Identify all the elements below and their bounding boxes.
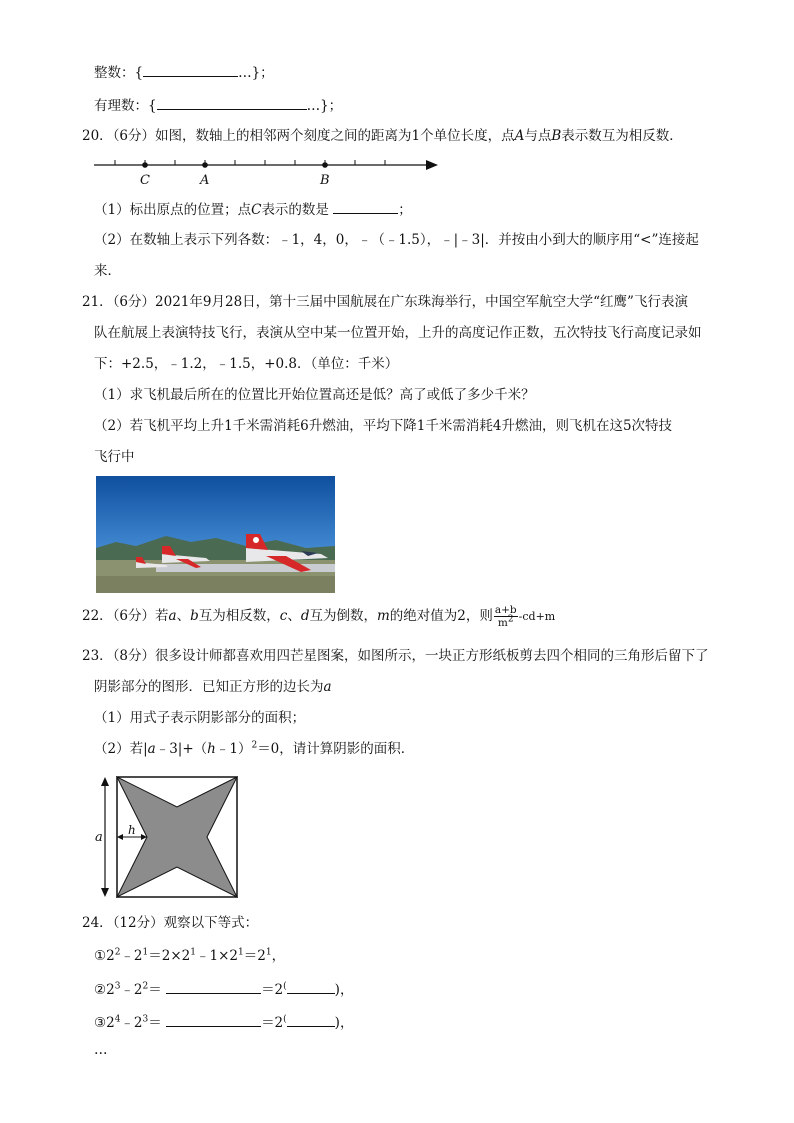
q23-sub1: （1）用式子表示阴影部分的面积； <box>94 710 306 726</box>
eq3-middle-blank[interactable] <box>166 1012 261 1027</box>
eq2-middle-blank[interactable] <box>166 979 261 994</box>
h-label: h <box>128 823 136 837</box>
q22-fraction: $\frac{a+b}{m^2}$ <box>494 604 517 629</box>
number-line-figure <box>92 152 442 188</box>
q24-stem: 24．（12分）观察以下等式： <box>82 915 259 931</box>
q21-sub1: （1）求飞机最后所在的位置比开始位置高还是低？高了或低了多少千米？ <box>94 387 535 403</box>
q21-sub2: （2）若飞机平均上升1千米需消耗6升燃油，平均下降1千米需消耗4升燃油，则飞机在这5次特技 <box>94 418 673 434</box>
number-line-arrow-icon <box>426 160 438 170</box>
eq2-exponent-blank[interactable] <box>287 979 335 994</box>
q23-stem: 23．（8分）很多设计师都喜欢用四芒星图案，如图所示，一块正方形纸板剪去四个相同的三角形后留下了 <box>82 648 709 664</box>
integers-set-line: 整数：{ …}； <box>94 62 274 83</box>
q20-stem: 20．（6分）如图，数轴上的相邻两个刻度之间的距离为1个单位长度，点A与点B表示数互为相反数． <box>82 128 683 144</box>
q23-stem-line2: 阴影部分的图形．已知正方形的边长为a <box>94 679 332 695</box>
q22-stem: 22．（6分）若a、b互为相反数，c、d互为倒数，m的绝对值为2，则 $\frac{a+b}{m^2}$ -cd+m <box>82 604 556 629</box>
q21-stem: 21．（6分）2021年9月28日，第十三届中国航展在广东珠海举行，中国空军航空大学“红鹰”飞行表演 <box>82 294 688 310</box>
q24-eq3: $③2^4﹣2^3= =2^($ )， <box>94 1012 353 1033</box>
eq3-exponent-blank[interactable] <box>287 1012 335 1027</box>
q24-eq1: $①2^2﹣2^1=2\times 2^1﹣1\times 2^1=2^1$， <box>94 947 286 964</box>
q21-sub2-cont: 飞行中 <box>94 449 135 465</box>
airshow-photo <box>96 476 335 593</box>
number-line-ticks <box>115 160 385 165</box>
point-c-value-blank[interactable] <box>333 199 398 214</box>
q21-stem-line2: 队在航展上表演特技飞行，表演从空中某一位置开始，上升的高度记作正数，五次特技飞行高度记录如 <box>94 325 702 341</box>
rationals-set-line: 有理数：{ …}； <box>94 95 342 116</box>
point-a-dot <box>202 162 208 168</box>
q24-eq2: $②2^3﹣2^2= =2^($ )， <box>94 979 353 1000</box>
q20-sub2: （2）在数轴上表示下列各数：﹣1，4，0，﹣（﹣1.5），﹣|﹣3|．并按由小到大的顺序用“<”连接起 <box>94 232 699 248</box>
q24-ellipsis: … <box>94 1042 108 1058</box>
q20-sub1: （1）标出原点的位置；点C表示的数是 ； <box>94 199 412 220</box>
point-a-label: A <box>200 173 210 188</box>
point-b-label: B <box>320 173 330 188</box>
integers-blank[interactable] <box>143 62 238 77</box>
four-point-star-figure <box>92 774 242 898</box>
rationals-blank[interactable] <box>157 95 307 110</box>
point-c-label: C <box>140 173 150 188</box>
q20-sub2-cont: 来． <box>94 263 121 279</box>
q23-sub2: （2）若|a﹣3|+（h﹣1）$^2$＝0，请计算阴影的面积． <box>94 740 415 757</box>
point-c-dot <box>142 162 148 168</box>
q21-stem-line3: 下：+2.5，﹣1.2，﹣1.5，+0.8．（单位：千米） <box>94 356 399 372</box>
side-length-label: a <box>95 830 103 845</box>
point-b-dot <box>322 162 328 168</box>
airshow-scene <box>96 476 335 593</box>
runway-buildings <box>156 564 335 572</box>
